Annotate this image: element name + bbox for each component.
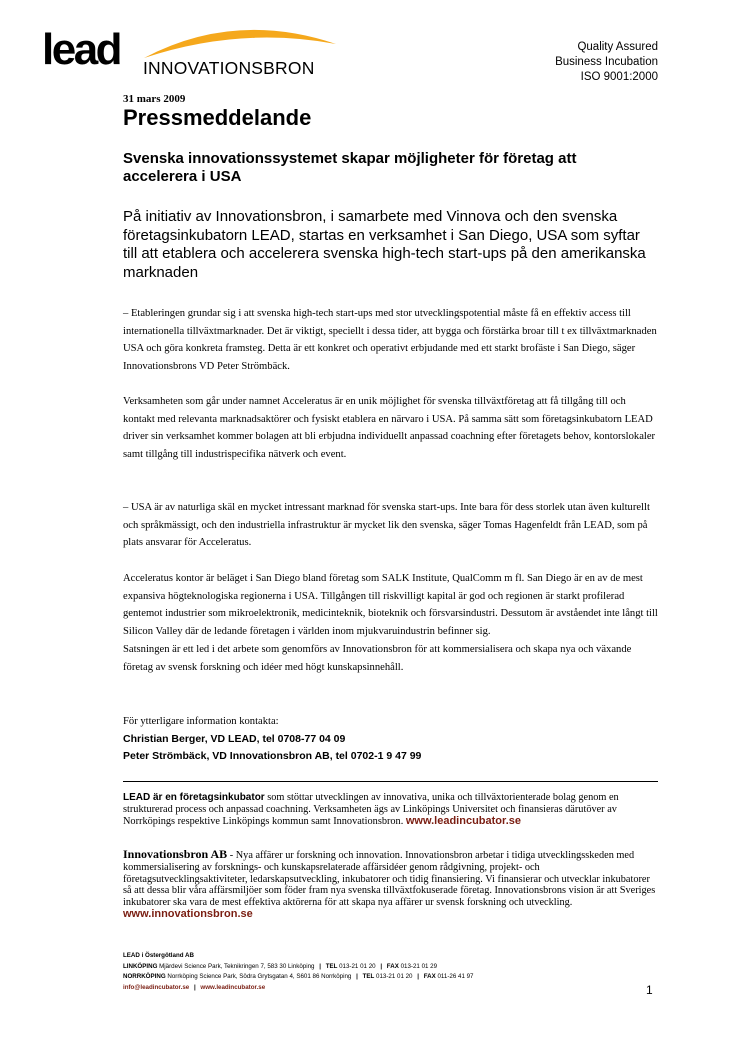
- quality-assured-block: [498, 40, 658, 85]
- logo-arc-icon: [140, 20, 340, 60]
- body-paragraph: [123, 570, 658, 676]
- footer: [123, 951, 643, 993]
- innovationsbron-logo-word: INNOVATIONSBRON: [143, 58, 315, 78]
- footer-company: LEAD i Östergötland AB: [123, 952, 194, 959]
- footer-contact-line: [123, 983, 643, 994]
- quality-line: Quality Assured: [577, 41, 658, 53]
- body-paragraph: [123, 393, 658, 464]
- footer-email-link[interactable]: info@leadincubator.se: [123, 983, 190, 991]
- innovationsbron-website-link[interactable]: www.innovationsbron.se: [123, 907, 253, 920]
- about-lead-text: som stöttar utvecklingen av innovativa, unika och tillväxtorienterade bolag genom en strukturerad process och anpassad coachning. Verksamheten ägs av Linköpings Universitet och finansieras därutöver av Norrköpings respektive Linköpings kommun samt Innovationsbron.: [123, 792, 619, 827]
- divider: [123, 781, 658, 782]
- footer-label: FAX: [386, 962, 399, 970]
- contact-heading: För ytterligare information kontakta:: [123, 716, 279, 727]
- about-innovationsbron: [123, 849, 658, 921]
- body-paragraph: [123, 499, 658, 552]
- footer-label: LINKÖPING: [123, 962, 158, 970]
- footer-norrkoping-line: [123, 972, 643, 983]
- footer-address: Norrköping Science Park, Södra Grytsgatan 4, S601 86 Norrköping: [167, 973, 352, 980]
- contact-block: [123, 713, 663, 766]
- footer-phone: 013-21 01 20: [339, 962, 376, 970]
- footer-label: NORRKÖPING: [123, 973, 166, 980]
- footer-linkoping-line: [123, 962, 643, 973]
- footer-separator: |: [417, 973, 419, 980]
- press-date: 31 mars 2009: [123, 93, 186, 105]
- footer-web-link[interactable]: www.leadincubator.se: [200, 983, 266, 991]
- paragraph-text: – Etableringen grundar sig i att svenska high-tech start-ups med stor utvecklingspotential måste få en effektiv access till internationella tillväxtmarknader. Det är viktigt, speciellt i dessa tider, att bygga och förstärka broar till t ex tillväxtmarknaden USA och göra konkreta framsteg. Detta är ett konkret och operativt erbjudande med ett starkt brofäste i San Diego, säger Innovationsbrons VD Peter Strömbäck.: [123, 308, 657, 373]
- footer-label: FAX: [423, 973, 436, 980]
- quality-line: Business Incubation: [555, 56, 658, 68]
- about-inno-name: Innovationsbron AB: [123, 847, 228, 861]
- headline: Svenska innovationssystemet skapar möjligheter för företag att accelerera i USA: [123, 150, 577, 185]
- paragraph-text: Verksamheten som går under namnet Acceleratus är en unik möjlighet för svenska tillväxtföretag att få tillgång till och kontakt med relevanta marknadsaktörer och fysiskt etablera en närvaro i USA. På samma sätt som företagsinkubatorn LEAD driver sin verksamhet kommer bolagen att bli erbjudna individuellt anpassad coachning efter företagets behov, kontorslokaler samt tillgång till industrispecifika nätverk och event.: [123, 396, 656, 461]
- body-paragraph: [123, 305, 658, 376]
- paragraph-text: Acceleratus kontor är beläget i San Diego bland företag som SALK Institute, QualComm m fl. San Diego är en av de mest expansiva högteknologiska regionerna i USA. Tillgången till riskvilligt kapital är god och regionen är starkt profilerad gentemot industrier som mikroelektronik, medicinteknik, bioteknik och försvarsindustri. Dessutom är avståendet inte långt till Silicon Valley där de ledande företagen i världen inom mjukvaruindustrin befinner sig.: [123, 573, 658, 638]
- page-number: 1: [646, 983, 653, 997]
- footer-label: TEL: [362, 973, 375, 980]
- footer-fax: 013-21 01 29: [400, 962, 438, 970]
- contact-line: Peter Strömbäck, VD Innovationsbron AB, tel 0702-1 9 47 99: [123, 750, 422, 763]
- footer-separator: |: [356, 973, 358, 980]
- quality-line: ISO 9001:2000: [580, 71, 658, 83]
- about-lead: [123, 792, 658, 827]
- contact-line: Christian Berger, VD LEAD, tel 0708-77 04 09: [123, 732, 346, 745]
- footer-separator: |: [193, 983, 196, 991]
- footer-separator: |: [319, 962, 321, 970]
- paragraph-text: – USA är av naturliga skäl en mycket intressant marknad för svenska start-ups. Inte bara för dess storlek utan även kulturellt och språkmässigt, och den industriella infrastruktur är mycket lik den svenska, säger Tomas Hagenfeldt från LEAD, som på plats ansvarar för Acceleratus.: [123, 502, 650, 549]
- about-inno-text: - Nya affärer ur forskning och innovation. Innovationsbron arbetar i tidiga utvecklingsskeden med kommersialisering av forsknings- och kunskapsrelaterade affärsidéer genom rådgivning, projekt- och företagsutvecklingsaktiviteter, ledarskapsutveckling, inkubatorer och tidig finansiering. Vi finansierar och utvecklar inkubatorer så att dessa blir våra affärsmiljöer som föder fram nya svenska tillväxtfokuserade företag. Innovationsbrons vision är att Sveriges inkubatorer ska vara de mest effektiva aktörerna för att skapa nya affärer ur svensk forskning och utveckling.: [123, 850, 656, 909]
- paragraph-text: Satsningen är ett led i det arbete som genomförs av Innovationsbron för att kommersialisera och skapa nya och växande företag av svensk forskning och idéer med högt kunskapsinnehåll.: [123, 643, 632, 673]
- about-lead-name: LEAD är en företagsinkubator: [123, 792, 265, 803]
- footer-address: Mjärdevi Science Park, Teknikringen 7, 583 30 Linköping: [159, 962, 315, 970]
- footer-fax: 011-26 41 97: [437, 973, 474, 980]
- intro-paragraph: På initiativ av Innovationsbron, i samarbete med Vinnova och den svenska företagsinkubatorn LEAD, startas en verksamhet i San Diego, USA som syftar till att etablera och accelerera svenska high-tech start-ups på den amerikanska marknaden: [123, 208, 646, 281]
- lead-logo-word: lead: [42, 25, 121, 74]
- footer-phone: 013-21 01 20: [376, 973, 413, 980]
- lead-website-link[interactable]: www.leadincubator.se: [405, 814, 521, 827]
- footer-separator: |: [380, 962, 383, 970]
- footer-label: TEL: [325, 962, 338, 970]
- page-title: Pressmeddelande: [123, 105, 312, 130]
